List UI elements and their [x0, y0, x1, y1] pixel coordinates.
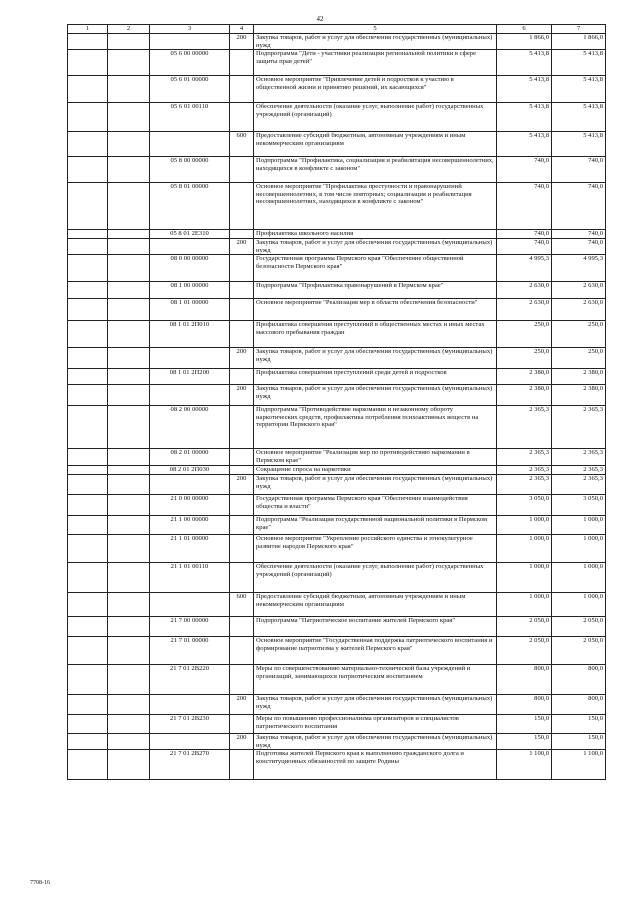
table-row	[68, 321, 606, 348]
cell-c3: 05 8 01 2Е310	[150, 230, 230, 239]
cell-c1	[68, 617, 108, 637]
cell-c6: 250,0	[497, 321, 552, 348]
cell-c4: 600	[230, 593, 254, 617]
cell-c5: Профилактика школьного насилия	[254, 230, 497, 239]
cell-c6: 2 050,0	[497, 637, 552, 665]
table-row	[68, 516, 606, 535]
cell-c2	[108, 103, 150, 132]
cell-c4	[230, 406, 254, 449]
cell-c5: Меры по совершенствованию материально-технической базы учреждений и организаций, занимающихся патриотическим воспитанием	[254, 665, 497, 695]
cell-c7: 2 380,0	[552, 385, 606, 406]
cell-c4	[230, 617, 254, 637]
table-row	[68, 183, 606, 230]
cell-c5: Основное мероприятие "Укрепление российского единства и этнокультурное развитие народов Пермского края"	[254, 535, 497, 563]
cell-c5: Предоставление субсидий бюджетным, автономным учреждениям и иным некоммерческим организациям	[254, 132, 497, 157]
cell-c7: 2 365,3	[552, 406, 606, 449]
cell-c3: 08 1 01 00000	[150, 299, 230, 321]
cell-c5: Государственная программа Пермского края "Обеспечение взаимодействия общества и власти"	[254, 495, 497, 516]
cell-c2	[108, 369, 150, 385]
cell-c2	[108, 239, 150, 255]
cell-c1	[68, 321, 108, 348]
header-col-5: 5	[254, 25, 497, 34]
cell-c5: Закупка товаров, работ и услуг для обеспечения государственных (муниципальных) нужд	[254, 34, 497, 50]
cell-c7: 2 365,3	[552, 475, 606, 495]
cell-c4	[230, 76, 254, 103]
table-row	[68, 369, 606, 385]
cell-c6: 4 995,3	[497, 255, 552, 282]
cell-c7: 1 000,0	[552, 535, 606, 563]
cell-c5: Обеспечение деятельности (оказание услуг, выполнение работ) государственных учреждений (организаций)	[254, 563, 497, 593]
table-header-row	[68, 25, 606, 34]
cell-c1	[68, 385, 108, 406]
table-row	[68, 239, 606, 255]
cell-c7: 3 050,0	[552, 495, 606, 516]
cell-c7: 1 000,0	[552, 516, 606, 535]
header-col-6: 6	[497, 25, 552, 34]
table-row	[68, 593, 606, 617]
cell-c6: 2 050,0	[497, 617, 552, 637]
cell-c6: 800,0	[497, 695, 552, 715]
cell-c3: 08 1 00 00000	[150, 282, 230, 299]
cell-c3: 21 1 01 00110	[150, 563, 230, 593]
cell-c4	[230, 750, 254, 780]
cell-c1	[68, 563, 108, 593]
cell-c6: 2 365,3	[497, 449, 552, 466]
cell-c6: 800,0	[497, 665, 552, 695]
cell-c4: 200	[230, 239, 254, 255]
cell-c3: 21 1 01 00000	[150, 535, 230, 563]
cell-c2	[108, 495, 150, 516]
cell-c2	[108, 157, 150, 183]
cell-c4: 200	[230, 385, 254, 406]
cell-c3	[150, 34, 230, 50]
cell-c3: 21 7 01 2В230	[150, 715, 230, 734]
cell-c6: 1 000,0	[497, 535, 552, 563]
cell-c5: Закупка товаров, работ и услуг для обеспечения государственных (муниципальных) нужд	[254, 734, 497, 750]
cell-c3	[150, 734, 230, 750]
cell-c2	[108, 617, 150, 637]
cell-c2	[108, 255, 150, 282]
cell-c3	[150, 132, 230, 157]
cell-c3: 08 2 01 2П030	[150, 466, 230, 475]
cell-c4	[230, 103, 254, 132]
cell-c6: 740,0	[497, 230, 552, 239]
cell-c1	[68, 593, 108, 617]
cell-c6: 2 380,0	[497, 385, 552, 406]
cell-c5: Профилактика совершения преступлений среди детей и подростков	[254, 369, 497, 385]
cell-c5: Закупка товаров, работ и услуг для обеспечения государственных (муниципальных) нужд	[254, 385, 497, 406]
cell-c4	[230, 466, 254, 475]
table-row	[68, 637, 606, 665]
cell-c7: 2 630,0	[552, 299, 606, 321]
cell-c4	[230, 563, 254, 593]
cell-c6: 5 413,8	[497, 76, 552, 103]
cell-c7: 4 995,3	[552, 255, 606, 282]
cell-c4	[230, 495, 254, 516]
cell-c1	[68, 637, 108, 665]
table-row	[68, 255, 606, 282]
cell-c4	[230, 282, 254, 299]
table-row	[68, 466, 606, 475]
cell-c3	[150, 695, 230, 715]
cell-c2	[108, 230, 150, 239]
cell-c1	[68, 50, 108, 76]
cell-c3: 21 1 00 00000	[150, 516, 230, 535]
cell-c1	[68, 239, 108, 255]
cell-c4	[230, 369, 254, 385]
cell-c3: 21 7 01 2В270	[150, 750, 230, 780]
cell-c1	[68, 715, 108, 734]
table-row	[68, 617, 606, 637]
cell-c5: Основное мероприятие "Реализация мер по противодействию наркомании в Пермском крае"	[254, 449, 497, 466]
cell-c3: 08 0 00 00000	[150, 255, 230, 282]
cell-c1	[68, 369, 108, 385]
cell-c5: Сокращение спроса на наркотики	[254, 466, 497, 475]
cell-c7: 2 365,3	[552, 466, 606, 475]
table-row	[68, 230, 606, 239]
cell-c4: 200	[230, 695, 254, 715]
table-row	[68, 282, 606, 299]
table-row	[68, 348, 606, 369]
cell-c1	[68, 449, 108, 466]
table-row	[68, 299, 606, 321]
cell-c2	[108, 299, 150, 321]
cell-c7: 1 000,0	[552, 593, 606, 617]
cell-c7: 150,0	[552, 715, 606, 734]
cell-c3: 21 0 00 00000	[150, 495, 230, 516]
cell-c3: 05 6 00 00000	[150, 50, 230, 76]
cell-c3: 08 2 00 00000	[150, 406, 230, 449]
cell-c6: 5 413,8	[497, 103, 552, 132]
cell-c1	[68, 132, 108, 157]
cell-c6: 2 630,0	[497, 282, 552, 299]
table-row	[68, 50, 606, 76]
cell-c1	[68, 76, 108, 103]
cell-c4	[230, 449, 254, 466]
cell-c7: 2 365,3	[552, 449, 606, 466]
cell-c5: Обеспечение деятельности (оказание услуг, выполнение работ) государственных учреждений (организаций)	[254, 103, 497, 132]
cell-c5: Основное мероприятие "Привлечение детей и подростков к участию в общественной жизни и принятию решений, их касающихся"	[254, 76, 497, 103]
table-row	[68, 449, 606, 466]
cell-c5: Предоставление субсидий бюджетным, автономным учреждениям и иным некоммерческим организациям	[254, 593, 497, 617]
cell-c2	[108, 183, 150, 230]
table-body	[68, 34, 606, 780]
cell-c4	[230, 50, 254, 76]
cell-c4	[230, 299, 254, 321]
header-col-3: 3	[150, 25, 230, 34]
header-col-7: 7	[552, 25, 606, 34]
cell-c1	[68, 103, 108, 132]
cell-c2	[108, 750, 150, 780]
cell-c4: 200	[230, 475, 254, 495]
cell-c5: Подпрограмма "Профилактика правонарушений в Пермском крае"	[254, 282, 497, 299]
cell-c1	[68, 734, 108, 750]
cell-c1	[68, 475, 108, 495]
cell-c2	[108, 475, 150, 495]
cell-c7: 5 413,8	[552, 132, 606, 157]
cell-c7: 1 866,0	[552, 34, 606, 50]
cell-c3: 08 1 01 2П010	[150, 321, 230, 348]
cell-c2	[108, 132, 150, 157]
cell-c6: 1 100,0	[497, 750, 552, 780]
table-row	[68, 695, 606, 715]
cell-c5: Закупка товаров, работ и услуг для обеспечения государственных (муниципальных) нужд	[254, 348, 497, 369]
cell-c3: 05 6 01 00000	[150, 76, 230, 103]
table-row	[68, 385, 606, 406]
cell-c4: 600	[230, 132, 254, 157]
cell-c7: 800,0	[552, 665, 606, 695]
cell-c2	[108, 282, 150, 299]
cell-c2	[108, 321, 150, 348]
cell-c1	[68, 695, 108, 715]
table-row	[68, 76, 606, 103]
table-row	[68, 132, 606, 157]
cell-c3	[150, 385, 230, 406]
cell-c1	[68, 750, 108, 780]
cell-c1	[68, 535, 108, 563]
cell-c3	[150, 239, 230, 255]
cell-c2	[108, 734, 150, 750]
cell-c3: 21 7 00 00000	[150, 617, 230, 637]
cell-c2	[108, 406, 150, 449]
cell-c6: 5 413,8	[497, 50, 552, 76]
cell-c1	[68, 183, 108, 230]
cell-c7: 5 413,8	[552, 76, 606, 103]
cell-c3	[150, 475, 230, 495]
cell-c7: 740,0	[552, 239, 606, 255]
cell-c4	[230, 255, 254, 282]
cell-c3: 21 7 01 00000	[150, 637, 230, 665]
cell-c6: 740,0	[497, 239, 552, 255]
cell-c2	[108, 466, 150, 475]
cell-c6: 1 000,0	[497, 563, 552, 593]
cell-c1	[68, 230, 108, 239]
cell-c2	[108, 50, 150, 76]
table-row	[68, 734, 606, 750]
cell-c6: 3 050,0	[497, 495, 552, 516]
cell-c5: Государственная программа Пермского края "Обеспечение общественной безопасности Пермского края"	[254, 255, 497, 282]
table-row	[68, 535, 606, 563]
cell-c4	[230, 637, 254, 665]
cell-c7: 740,0	[552, 157, 606, 183]
cell-c5: Подпрограмма "Дети - участники реализации региональной политики в сфере защиты прав детей"	[254, 50, 497, 76]
cell-c7: 150,0	[552, 734, 606, 750]
cell-c1	[68, 157, 108, 183]
cell-c1	[68, 255, 108, 282]
cell-c5: Закупка товаров, работ и услуг для обеспечения государственных (муниципальных) нужд	[254, 475, 497, 495]
cell-c7: 2 050,0	[552, 617, 606, 637]
cell-c7: 2 050,0	[552, 637, 606, 665]
cell-c3: 21 7 01 2В220	[150, 665, 230, 695]
cell-c1	[68, 495, 108, 516]
cell-c3: 08 1 01 2П200	[150, 369, 230, 385]
cell-c2	[108, 516, 150, 535]
cell-c6: 2 380,0	[497, 369, 552, 385]
cell-c2	[108, 348, 150, 369]
cell-c2	[108, 665, 150, 695]
cell-c5: Закупка товаров, работ и услуг для обеспечения государственных (муниципальных) нужд	[254, 695, 497, 715]
cell-c5: Основное мероприятие "Государственная поддержка патриотического воспитания и формирование патриотизма у жителей Пермского края"	[254, 637, 497, 665]
header-col-2: 2	[108, 25, 150, 34]
cell-c3: 05 6 01 00110	[150, 103, 230, 132]
table-row	[68, 715, 606, 734]
cell-c5: Подпрограмма "Профилактика, социализация и реабилитация несовершеннолетних, находящихся в конфликте с законом"	[254, 157, 497, 183]
cell-c7: 740,0	[552, 183, 606, 230]
cell-c5: Подпрограмма "Противодействие наркомании и незаконному обороту наркотических средств, профилактика потребления психоактивных веществ на территории Пермского края"	[254, 406, 497, 449]
cell-c6: 740,0	[497, 183, 552, 230]
cell-c4	[230, 183, 254, 230]
cell-c7: 800,0	[552, 695, 606, 715]
cell-c1	[68, 516, 108, 535]
table-row	[68, 665, 606, 695]
cell-c1	[68, 466, 108, 475]
footer-code: 7708-16	[30, 880, 50, 886]
cell-c2	[108, 715, 150, 734]
table-row	[68, 103, 606, 132]
cell-c5: Основное мероприятие "Реализация мер в области обеспечения безопасности"	[254, 299, 497, 321]
cell-c2	[108, 449, 150, 466]
cell-c6: 2 365,3	[497, 406, 552, 449]
cell-c2	[108, 695, 150, 715]
cell-c6: 2 630,0	[497, 299, 552, 321]
cell-c6: 5 413,8	[497, 132, 552, 157]
cell-c3: 05 8 00 00000	[150, 157, 230, 183]
table-row	[68, 750, 606, 780]
header-col-4: 4	[230, 25, 254, 34]
cell-c7: 5 413,8	[552, 103, 606, 132]
cell-c6: 740,0	[497, 157, 552, 183]
cell-c5: Профилактика совершения преступлений в общественных местах и иных местах массового пребывания граждан	[254, 321, 497, 348]
cell-c3: 05 8 01 00000	[150, 183, 230, 230]
cell-c2	[108, 637, 150, 665]
cell-c5: Подпрограмма "Патриотическое воспитание жителей Пермского края"	[254, 617, 497, 637]
cell-c5: Меры по повышению профессионализма организаторов и специалистов патриотического воспитания	[254, 715, 497, 734]
cell-c6: 150,0	[497, 734, 552, 750]
cell-c7: 1 000,0	[552, 563, 606, 593]
cell-c7: 2 630,0	[552, 282, 606, 299]
table-row	[68, 406, 606, 449]
cell-c5: Закупка товаров, работ и услуг для обеспечения государственных (муниципальных) нужд	[254, 239, 497, 255]
cell-c2	[108, 385, 150, 406]
cell-c7: 250,0	[552, 348, 606, 369]
cell-c4	[230, 535, 254, 563]
table-row	[68, 563, 606, 593]
cell-c6: 250,0	[497, 348, 552, 369]
table-row	[68, 495, 606, 516]
cell-c6: 1 000,0	[497, 516, 552, 535]
cell-c1	[68, 348, 108, 369]
cell-c4: 200	[230, 348, 254, 369]
cell-c6: 2 365,3	[497, 466, 552, 475]
cell-c3	[150, 593, 230, 617]
header-col-1: 1	[68, 25, 108, 34]
cell-c1	[68, 299, 108, 321]
cell-c2	[108, 76, 150, 103]
cell-c4: 200	[230, 34, 254, 50]
cell-c4	[230, 715, 254, 734]
cell-c7: 2 380,0	[552, 369, 606, 385]
cell-c4: 200	[230, 734, 254, 750]
cell-c4	[230, 230, 254, 239]
cell-c3	[150, 348, 230, 369]
cell-c7: 1 100,0	[552, 750, 606, 780]
cell-c5: Основное мероприятие "Профилактика преступности и правонарушений несовершеннолетних, в том числе повторных; социализация и реабилитация несовершеннолетних, находящихся в конфликте с законом"	[254, 183, 497, 230]
cell-c6: 2 365,3	[497, 475, 552, 495]
page-number: 42	[316, 15, 324, 23]
table-row	[68, 475, 606, 495]
cell-c6: 1 866,0	[497, 34, 552, 50]
cell-c1	[68, 406, 108, 449]
cell-c1	[68, 34, 108, 50]
table-row	[68, 157, 606, 183]
cell-c2	[108, 535, 150, 563]
budget-table	[67, 24, 606, 780]
cell-c4	[230, 665, 254, 695]
cell-c5: Подготовка жителей Пермского края к выполнению гражданского долга и конституционных обязанностей по защите Родины	[254, 750, 497, 780]
cell-c3: 08 2 01 00000	[150, 449, 230, 466]
cell-c2	[108, 34, 150, 50]
cell-c7: 740,0	[552, 230, 606, 239]
cell-c7: 5 413,8	[552, 50, 606, 76]
cell-c4	[230, 516, 254, 535]
cell-c5: Подпрограмма "Реализация государственной национальной политики в Пермском крае"	[254, 516, 497, 535]
cell-c6: 1 000,0	[497, 593, 552, 617]
cell-c1	[68, 665, 108, 695]
cell-c6: 150,0	[497, 715, 552, 734]
cell-c2	[108, 593, 150, 617]
cell-c4	[230, 321, 254, 348]
table-row	[68, 34, 606, 50]
cell-c2	[108, 563, 150, 593]
cell-c1	[68, 282, 108, 299]
cell-c7: 250,0	[552, 321, 606, 348]
cell-c4	[230, 157, 254, 183]
